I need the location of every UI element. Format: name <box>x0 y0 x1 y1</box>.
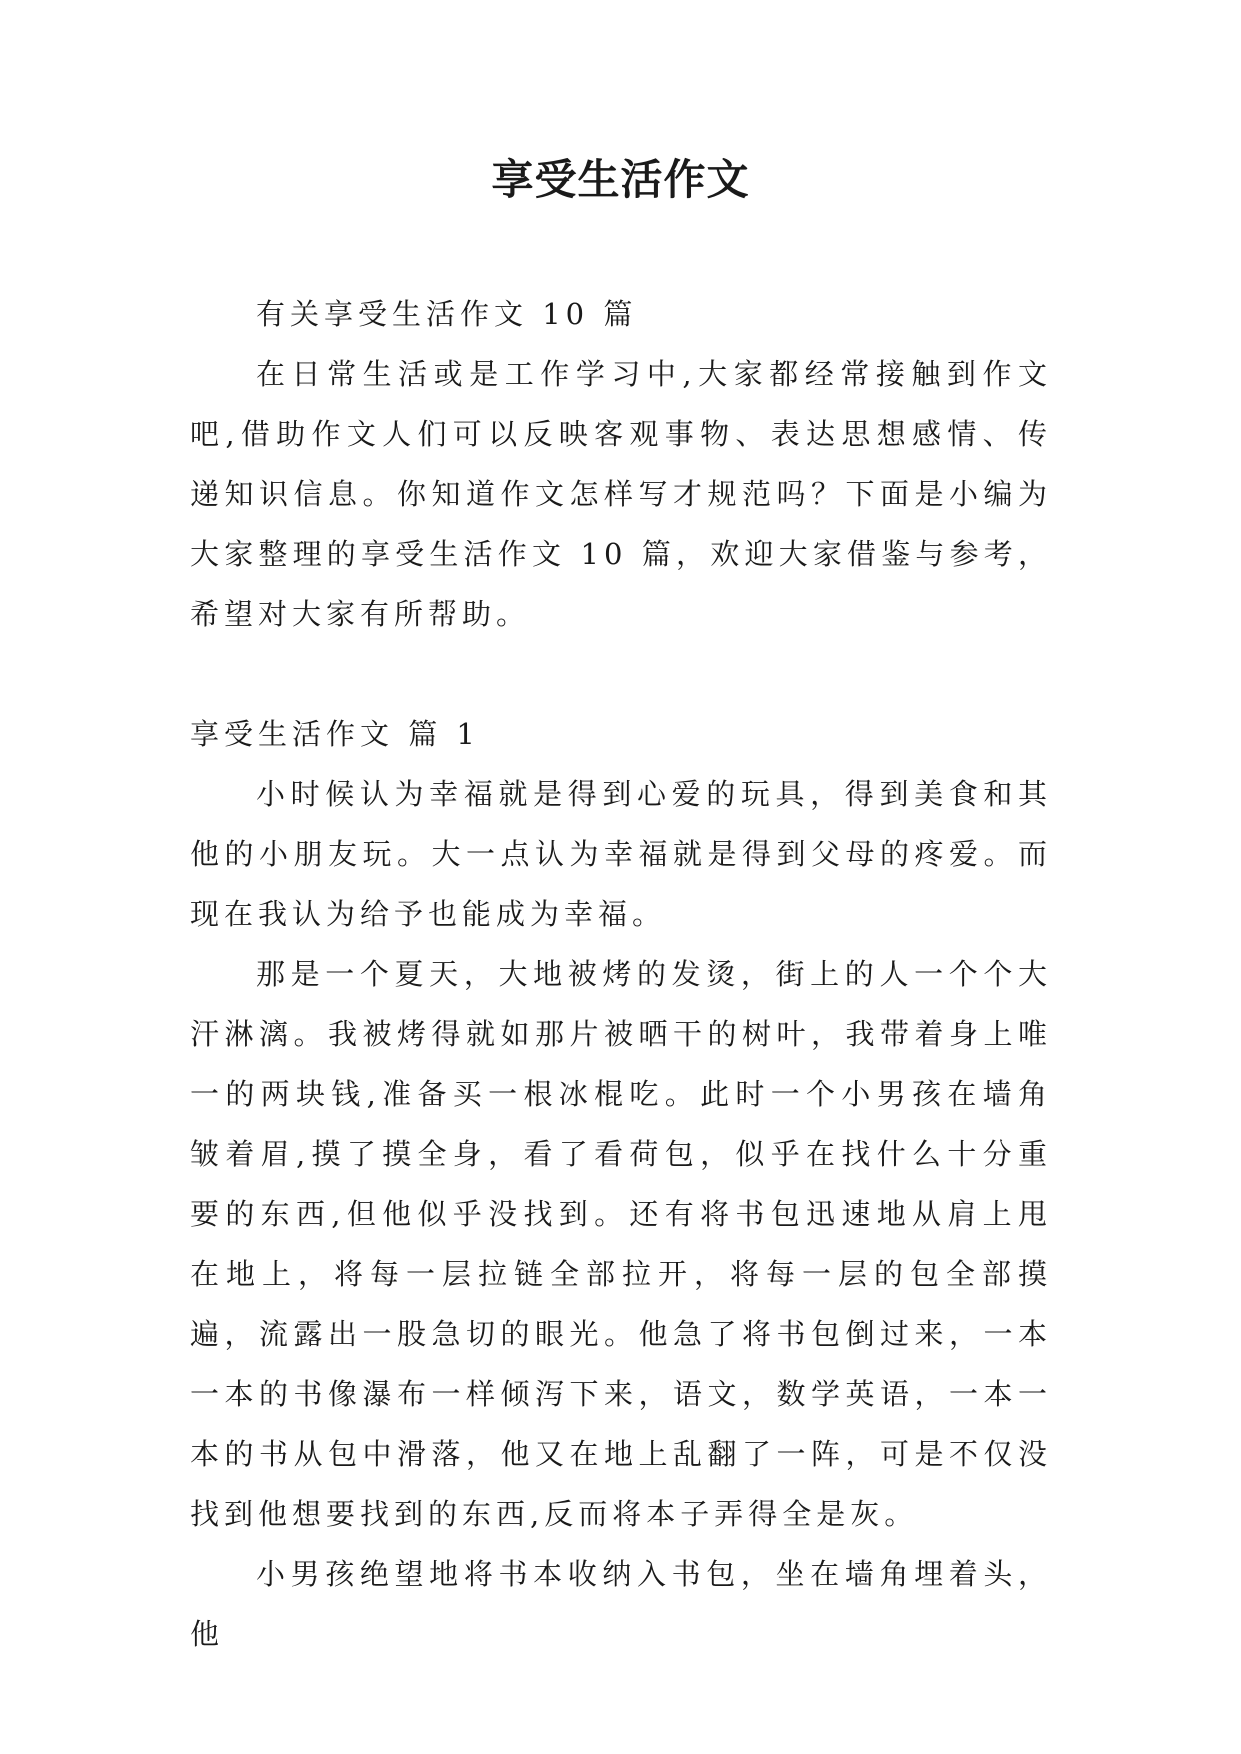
body-paragraph: 小男孩绝望地将书本收纳入书包，坐在墙角埋着头，他 <box>190 1557 1052 1651</box>
document-body <box>190 284 1052 1664</box>
document-subtitle: 有关享受生活作文 10 篇 <box>256 297 638 331</box>
intro-paragraph: 在日常生活或是工作学习中,大家都经常接触到作文吧,借助作文人们可以反映客观事物、表达思想感情、传递知识信息。你知道作文怎样写才规范吗？下面是小编为大家整理的享受生活作文 10 篇，欢迎大家借鉴与参考，希望对大家有所帮助。 <box>190 357 1052 631</box>
body-paragraph: 小时候认为幸福就是得到心爱的玩具，得到美食和其他的小朋友玩。大一点认为幸福就是得到父母的疼爱。而现在我认为给予也能成为幸福。 <box>190 777 1052 931</box>
document-title: 享受生活作文 <box>491 155 750 204</box>
section-heading: 享受生活作文 篇 1 <box>190 717 480 751</box>
body-paragraph: 那是一个夏天，大地被烤的发烫，街上的人一个个大汗淋漓。我被烤得就如那片被晒干的树叶，我带着身上唯一的两块钱,准备买一根冰棍吃。此时一个小男孩在墙角皱着眉,摸了摸全身，看了看荷包，似乎在找什么十分重要的东西,但他似乎没找到。还有将书包迅速地从肩上甩在地上，将每一层拉链全部拉开，将每一层的包全部摸遍，流露出一股急切的眼光。他急了将书包倒过来，一本一本的书像瀑布一样倾泻下来，语文，数学英语，一本一本的书从包中滑落，他又在地上乱翻了一阵，可是不仅没找到他想要找到的东西,反而将本子弄得全是灰。 <box>190 957 1052 1531</box>
